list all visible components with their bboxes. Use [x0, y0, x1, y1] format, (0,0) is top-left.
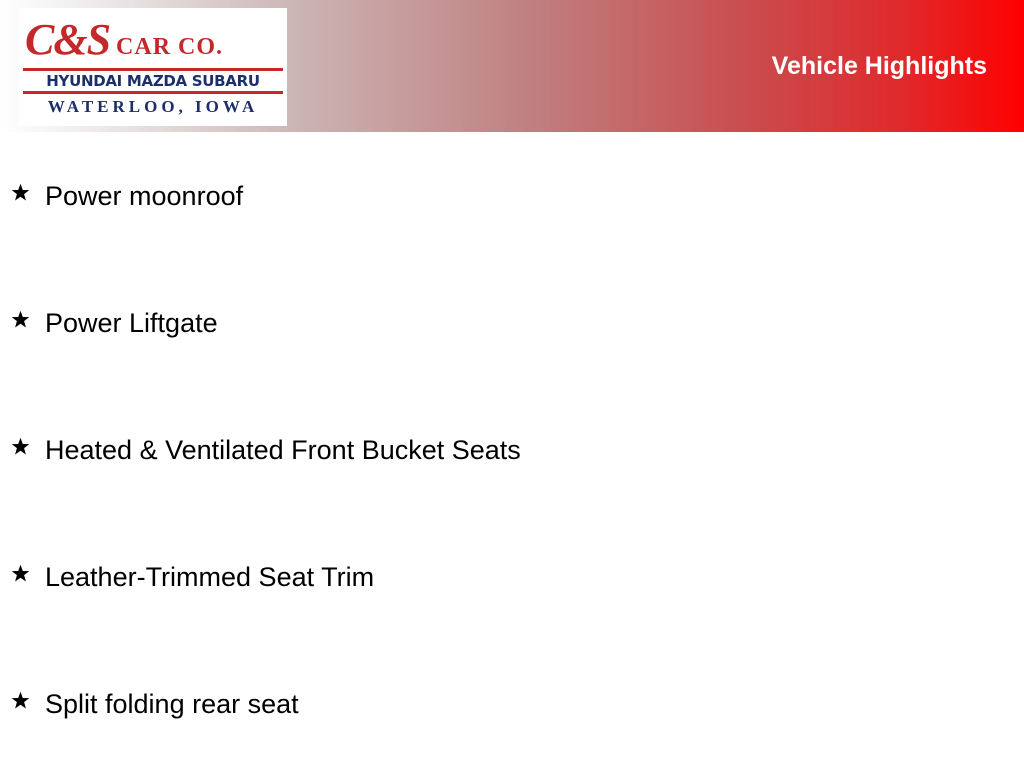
list-item — [10, 432, 521, 468]
page-title: Vehicle Highlights — [771, 52, 987, 80]
list-item — [10, 178, 243, 214]
highlight-text: Heated & Ventilated Front Bucket Seats — [45, 434, 521, 465]
highlight-text: Split folding rear seat — [45, 688, 299, 719]
star-icon — [10, 690, 31, 711]
logo-city: WATERLOO, IOWA — [47, 97, 259, 116]
logo-brands: HYUNDAI MAZDA SUBARU — [23, 68, 283, 94]
list-item — [10, 305, 218, 341]
highlight-text: Leather-Trimmed Seat Trim — [45, 561, 375, 592]
list-item — [10, 686, 299, 722]
list-item — [10, 559, 374, 595]
star-icon — [10, 563, 31, 584]
star-icon — [10, 436, 31, 457]
highlight-text: Power Liftgate — [45, 307, 218, 338]
logo-name-main: C&S — [25, 15, 111, 64]
star-icon — [10, 182, 31, 203]
logo-name-sub: CAR CO. — [116, 34, 224, 60]
star-icon — [10, 309, 31, 330]
highlight-text: Power moonroof — [45, 180, 244, 211]
